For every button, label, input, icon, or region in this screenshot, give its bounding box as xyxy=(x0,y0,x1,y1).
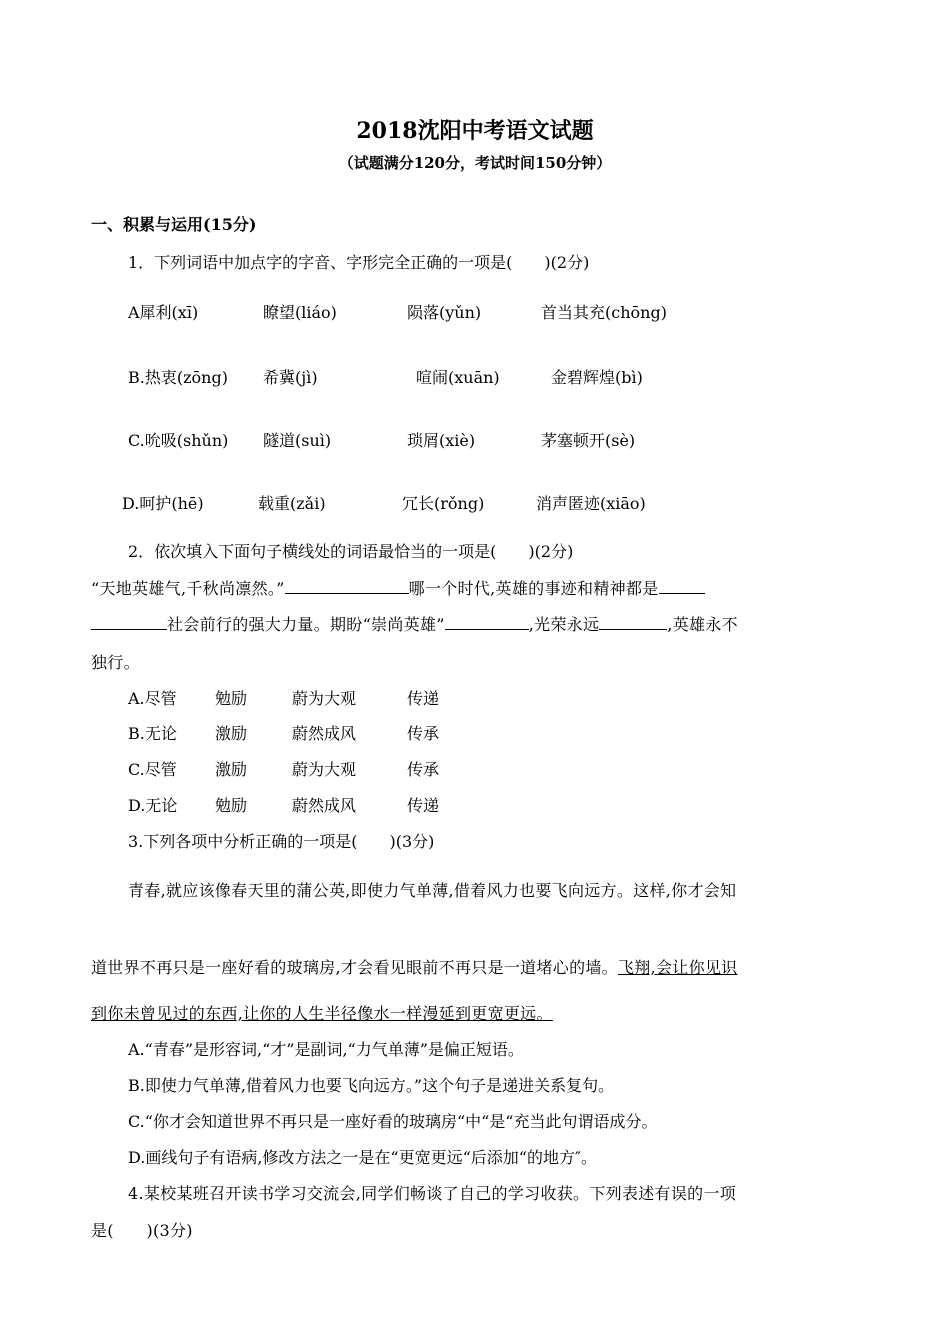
q2-option-c-word-3: 蔚为大观 xyxy=(292,760,357,779)
section-heading: 一、积累与运用(15分) xyxy=(91,215,257,234)
q1-option-d-word-4: 消声匿迹(xiāo) xyxy=(536,494,646,513)
page-title: 2018沈阳中考语文试题 xyxy=(356,118,594,144)
q2-option-a-word-3: 蔚为大观 xyxy=(292,689,357,708)
q2-option-b-word-2: 激励 xyxy=(215,724,248,743)
q2-text-2c: ,英雄永不 xyxy=(667,615,738,634)
q2-option-c-word-1: C.尽管 xyxy=(128,760,177,779)
q3-option-c: C.“你才会知道世界不再只是一座好看的玻璃房“中“是“充当此句谓语成分。 xyxy=(128,1112,658,1131)
q2-text-2a: 社会前行的强大力量。期盼“崇尚英雄” xyxy=(167,615,445,634)
q2-blank-1 xyxy=(285,579,409,594)
q2-option-b-word-1: B.无论 xyxy=(128,724,177,743)
page-subtitle: （试题满分120分，考试时间150分钟） xyxy=(338,154,612,172)
q1-option-b-word-3: 喧闹(xuān) xyxy=(416,368,500,387)
q1-option-a-word-3: 陨落(yǔn) xyxy=(407,303,482,322)
q2-option-a-word-2: 勉励 xyxy=(215,689,248,708)
q3-passage-line-1: 青春,就应该像春天里的蒲公英,即使力气单薄,借着风力也要飞向远方。这样,你才会知 xyxy=(128,881,737,900)
question-2-sentence-line-3: 独行。 xyxy=(91,653,140,672)
q1-option-c-word-2: 隧道(suì) xyxy=(263,431,332,450)
q1-option-c-word-3: 琐屑(xiè) xyxy=(407,431,476,450)
question-2-sentence-line-2 xyxy=(91,612,738,635)
q2-text-1b: 哪一个时代,英雄的事迹和精神都是 xyxy=(408,579,659,598)
q2-blank-2a xyxy=(659,579,705,594)
q2-blank-4 xyxy=(599,615,667,630)
question-3-stem: 3.下列各项中分析正确的一项是( )(3分) xyxy=(128,832,435,851)
q3-passage-line-2a: 道世界不再只是一座好看的玻璃房,才会看见眼前不再只是一道堵心的墙。 xyxy=(91,958,618,977)
q3-option-d: D.画线句子有语病,修改方法之一是在“更宽更远“后添加“的地方″。 xyxy=(128,1148,597,1167)
q2-blank-3 xyxy=(445,615,529,630)
q3-underlined-sentence-part-1: 飞翔,会让你见识 xyxy=(618,958,738,977)
q3-option-a: A.“青春”是形容词,“才”是副词,“力气单薄”是偏正短语。 xyxy=(128,1040,524,1059)
q1-option-a-word-2: 瞭望(liáo) xyxy=(263,303,337,322)
q2-option-d-word-3: 蔚然成风 xyxy=(292,796,357,815)
q1-option-c-word-4: 茅塞顿开(sè) xyxy=(541,431,636,450)
q2-option-c-word-2: 激励 xyxy=(215,760,248,779)
q2-option-d-word-2: 勉励 xyxy=(215,796,248,815)
q1-option-d-word-2: 载重(zǎi) xyxy=(258,494,326,513)
q1-option-a-word-1: A犀利(xī) xyxy=(128,303,199,322)
q3-passage-line-2 xyxy=(91,955,738,978)
question-2-stem: 2．依次填入下面句子横线处的词语最恰当的一项是( )(2分) xyxy=(128,542,574,561)
q2-option-b-word-3: 蔚然成风 xyxy=(292,724,357,743)
q2-option-a-word-4: 传递 xyxy=(407,689,440,708)
q2-text-2b: ,光荣永远 xyxy=(528,615,600,634)
question-1-stem: 1．下列词语中加点字的字音、字形完全正确的一项是( )(2分) xyxy=(128,253,590,272)
q2-blank-2b xyxy=(91,615,167,630)
q3-underlined-sentence-part-2: 到你未曾见过的东西,让你的人生半径像水一样漫延到更宽更远。 xyxy=(91,1004,553,1023)
q2-option-d-word-4: 传递 xyxy=(407,796,440,815)
q1-option-d-word-3: 冗长(rǒng) xyxy=(402,494,485,513)
q1-option-b-word-4: 金碧辉煌(bì) xyxy=(551,368,643,387)
q2-option-a-word-1: A.尽管 xyxy=(128,689,177,708)
question-4-stem-line-1: 4.某校某班召开读书学习交流会,同学们畅谈了自己的学习收获。下列表述有误的一项 xyxy=(128,1184,737,1203)
q1-option-d-word-1: D.呵护(hē) xyxy=(122,494,204,513)
q2-option-d-word-1: D.无论 xyxy=(128,796,178,815)
question-4-stem-line-2: 是( )(3分) xyxy=(91,1221,193,1240)
q1-option-b-word-2: 希冀(jì) xyxy=(263,368,318,387)
q2-option-b-word-4: 传承 xyxy=(407,724,440,743)
q3-option-b: B.即使力气单薄,借着风力也要飞向远方。”这个句子是递进关系复句。 xyxy=(128,1076,615,1095)
question-2-sentence-line-1 xyxy=(91,576,705,599)
q2-text-1a: “天地英雄气,千秋尚凛然。” xyxy=(91,579,285,598)
q1-option-b-word-1: B.热衷(zōng) xyxy=(128,368,228,387)
q1-option-a-word-4: 首当其充(chōng) xyxy=(541,303,667,322)
q2-option-c-word-4: 传承 xyxy=(407,760,440,779)
q1-option-c-word-1: C.吮吸(shǔn) xyxy=(128,431,229,450)
